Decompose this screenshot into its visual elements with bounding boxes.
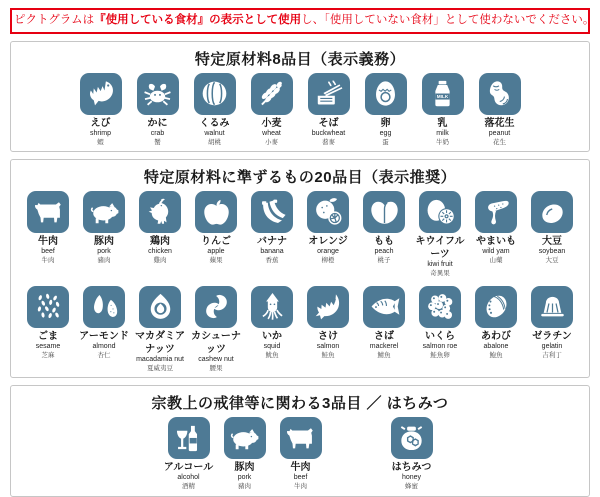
cashew-icon (195, 286, 237, 328)
label-english: sesame (35, 342, 61, 350)
food-item-apple (188, 191, 244, 266)
buckwheat-icon (308, 73, 350, 115)
food-item-almond (76, 286, 132, 361)
food-item-shrimp (72, 73, 129, 148)
food-item-alcohol (161, 417, 217, 492)
label-chinese: 杏仁 (97, 351, 111, 359)
label-chinese: 牛肉 (41, 257, 55, 265)
label-chinese: 豬肉 (97, 257, 111, 265)
food-item-orange (300, 191, 356, 266)
label-japanese: かに (147, 117, 168, 129)
squid-icon (251, 286, 293, 328)
label-english: crab (150, 129, 165, 137)
label-english: walnut (204, 129, 225, 137)
label-chinese: 蟹 (154, 138, 161, 146)
label-chinese: 鯖魚 (377, 351, 391, 359)
label-japanese: ごま (38, 330, 58, 342)
label-japanese: ゼラチン (532, 330, 572, 342)
food-item-cashew-nut (188, 286, 244, 374)
label-chinese: 桃子 (377, 257, 391, 265)
food-item-squid (244, 286, 300, 361)
label-japanese: いくら (425, 330, 455, 342)
label-english: chicken (148, 248, 172, 256)
label-japanese: くるみ (199, 117, 230, 129)
food-item-salmon (300, 286, 356, 361)
label-japanese: 小麦 (261, 117, 282, 129)
label-english: orange (317, 248, 339, 256)
label-chinese: 香蕉 (265, 257, 279, 265)
food-item-egg (357, 73, 414, 148)
label-english: beef (41, 248, 55, 256)
label-japanese: オレンジ (308, 236, 348, 248)
label-english: egg (379, 129, 392, 137)
label-japanese: 鶏肉 (150, 236, 170, 248)
food-item-beef (273, 417, 329, 492)
salmon-icon (307, 286, 349, 328)
label-japanese: 落花生 (484, 117, 515, 129)
label-japanese: 豚肉 (234, 462, 255, 474)
label-english: milk (436, 129, 449, 137)
section-mandatory-8-items (10, 41, 590, 153)
label-japanese: カシューナッツ (191, 330, 241, 355)
warning-banner (10, 8, 595, 34)
label-japanese: アーモンド (79, 330, 129, 342)
label-japanese: 乳 (437, 117, 448, 129)
pork-icon (224, 417, 266, 459)
food-item-abalone (468, 286, 524, 361)
label-chinese: 鮭魚卵 (430, 351, 450, 359)
beef-icon (280, 417, 322, 459)
label-english: abalone (483, 342, 509, 350)
food-item-honey (384, 417, 440, 492)
label-english: mackerel (369, 342, 399, 350)
banana-icon (251, 191, 293, 233)
milk-icon (422, 73, 464, 115)
food-item-gelatin (524, 286, 580, 361)
almond-icon (83, 286, 125, 328)
label-english: peach (374, 248, 394, 256)
label-chinese: 吉利丁 (542, 351, 562, 359)
label-english: pork (237, 474, 252, 482)
label-english: alcohol (177, 474, 200, 482)
label-chinese: 牛奶 (436, 138, 449, 146)
section-religious-rows (15, 417, 585, 492)
apple-icon (195, 191, 237, 233)
label-chinese: 夏威夷豆 (147, 364, 173, 372)
svg-text:MILK: MILK (436, 94, 449, 100)
label-chinese: 腰果 (209, 364, 223, 372)
label-english: apple (207, 248, 225, 256)
salmon-roe-icon (419, 286, 461, 328)
label-english: honey (401, 474, 422, 482)
label-japanese: 豚肉 (94, 236, 114, 248)
label-english: beef (293, 474, 308, 482)
label-japanese: やまいも (476, 236, 516, 248)
food-item-wild-yam (468, 191, 524, 266)
label-chinese: 蛋 (382, 138, 389, 146)
label-english: salmon roe (422, 342, 458, 350)
food-item-buckwheat (300, 73, 357, 148)
label-english: soybean (538, 248, 566, 256)
banner-text-bold: 『使用している食材』の表示として使用 (94, 14, 302, 26)
label-english: wheat (262, 129, 281, 137)
label-japanese: はちみつ (391, 462, 432, 474)
label-japanese: もも (374, 236, 394, 248)
peanut-icon (479, 73, 521, 115)
label-english: peanut (488, 129, 511, 137)
food-item-crab (129, 73, 186, 148)
banner-text-suffix: し、「使用していない食材」として使わないでください。 (301, 14, 595, 26)
section-recommended-20-items (10, 159, 590, 378)
label-japanese: いか (262, 330, 282, 342)
label-chinese: 小麥 (265, 138, 278, 146)
label-chinese: 鮑魚 (489, 351, 503, 359)
label-english: banana (260, 248, 284, 256)
label-japanese: 牛肉 (38, 236, 58, 248)
label-english: almond (92, 342, 116, 350)
label-chinese: 蕎麥 (322, 138, 335, 146)
food-item-kiwi-fruit (412, 191, 468, 279)
icon-row (15, 191, 585, 279)
label-japanese: えび (90, 117, 111, 129)
alcohol-icon (168, 417, 210, 459)
icon-row (15, 73, 585, 148)
label-chinese: 雞肉 (153, 257, 167, 265)
food-item-walnut (186, 73, 243, 148)
label-chinese: 芝麻 (41, 351, 55, 359)
label-english: buckwheat (311, 129, 346, 137)
food-item-salmon-roe (412, 286, 468, 361)
pork-icon (83, 191, 125, 233)
section-recommended-rows (15, 191, 585, 373)
orange-icon (307, 191, 349, 233)
label-japanese: あわび (481, 330, 511, 342)
egg-icon (365, 73, 407, 115)
label-chinese: 蘋果 (209, 257, 223, 265)
label-japanese: さけ (318, 330, 338, 342)
food-item-macadamia-nut (132, 286, 188, 374)
label-japanese: そば (318, 117, 339, 129)
label-chinese: 柳橙 (321, 257, 335, 265)
mackerel-icon (363, 286, 405, 328)
yam-icon (475, 191, 517, 233)
label-chinese: 豬肉 (238, 483, 251, 491)
section-religious-3-items-honey (10, 385, 590, 497)
section-recommended-title: 特定原材料に準ずるもの20品目（表示推奨） (143, 169, 457, 187)
kiwi-icon (419, 191, 461, 233)
wheat-icon (251, 73, 293, 115)
beef-icon (27, 191, 69, 233)
food-item-sesame (20, 286, 76, 361)
food-item-wheat (243, 73, 300, 148)
section-religious-title: 宗教上の戒律等に関わる3品目 ／ はちみつ (151, 395, 449, 413)
food-item-pork (76, 191, 132, 266)
label-japanese: マカダミアナッツ (135, 330, 185, 355)
food-item-peach (356, 191, 412, 266)
sesame-icon (27, 286, 69, 328)
label-japanese: 大豆 (542, 236, 562, 248)
abalone-icon (475, 286, 517, 328)
label-chinese: 牛肉 (294, 483, 307, 491)
label-english: squid (263, 342, 281, 350)
label-chinese: 山藥 (489, 257, 503, 265)
label-japanese: バナナ (257, 236, 287, 248)
icon-row (15, 286, 585, 374)
food-item-soybean (524, 191, 580, 266)
label-english: shrimp (89, 129, 111, 137)
label-japanese: りんご (201, 236, 231, 248)
shrimp-icon (80, 73, 122, 115)
label-japanese: さば (374, 330, 394, 342)
peach-icon (363, 191, 405, 233)
food-item-beef (20, 191, 76, 266)
label-chinese: 大豆 (545, 257, 559, 265)
food-item-banana (244, 191, 300, 266)
label-english: pork (97, 248, 111, 256)
macadamia-icon (139, 286, 181, 328)
food-item-mackerel (356, 286, 412, 361)
icon-row (15, 417, 585, 492)
label-english: salmon (316, 342, 340, 350)
label-chinese: 鮭魚 (321, 351, 335, 359)
label-japanese: 牛肉 (290, 462, 311, 474)
label-chinese: 奇異果 (430, 270, 450, 278)
label-chinese: 胡桃 (208, 138, 221, 146)
food-item-peanut (471, 73, 528, 148)
walnut-icon (194, 73, 236, 115)
soybean-icon (531, 191, 573, 233)
honey-icon (391, 417, 433, 459)
label-japanese: キウイフルーツ (415, 236, 465, 261)
banner-text-prefix: ピクトグラムは (14, 14, 95, 26)
label-english: wild yam (482, 248, 510, 256)
label-chinese: 蜂蜜 (405, 483, 418, 491)
label-chinese: 花生 (493, 138, 506, 146)
label-english: kiwi fruit (427, 261, 453, 269)
crab-icon (137, 73, 179, 115)
label-english: macadamia nut (136, 355, 184, 363)
section-mandatory-title: 特定原材料8品目（表示義務） (194, 50, 406, 68)
chicken-icon (139, 191, 181, 233)
section-mandatory-rows (15, 73, 585, 148)
label-chinese: 魷魚 (265, 351, 279, 359)
label-english: gelatin (541, 342, 563, 350)
label-japanese: アルコール (163, 462, 214, 474)
label-chinese: 酒精 (182, 483, 195, 491)
food-item-pork (217, 417, 273, 492)
label-english: cashew nut (198, 355, 234, 363)
gelatin-icon (531, 286, 573, 328)
label-chinese: 蝦 (97, 138, 104, 146)
food-item-milk (414, 73, 471, 148)
label-japanese: 卵 (380, 117, 391, 129)
food-item-chicken (132, 191, 188, 266)
